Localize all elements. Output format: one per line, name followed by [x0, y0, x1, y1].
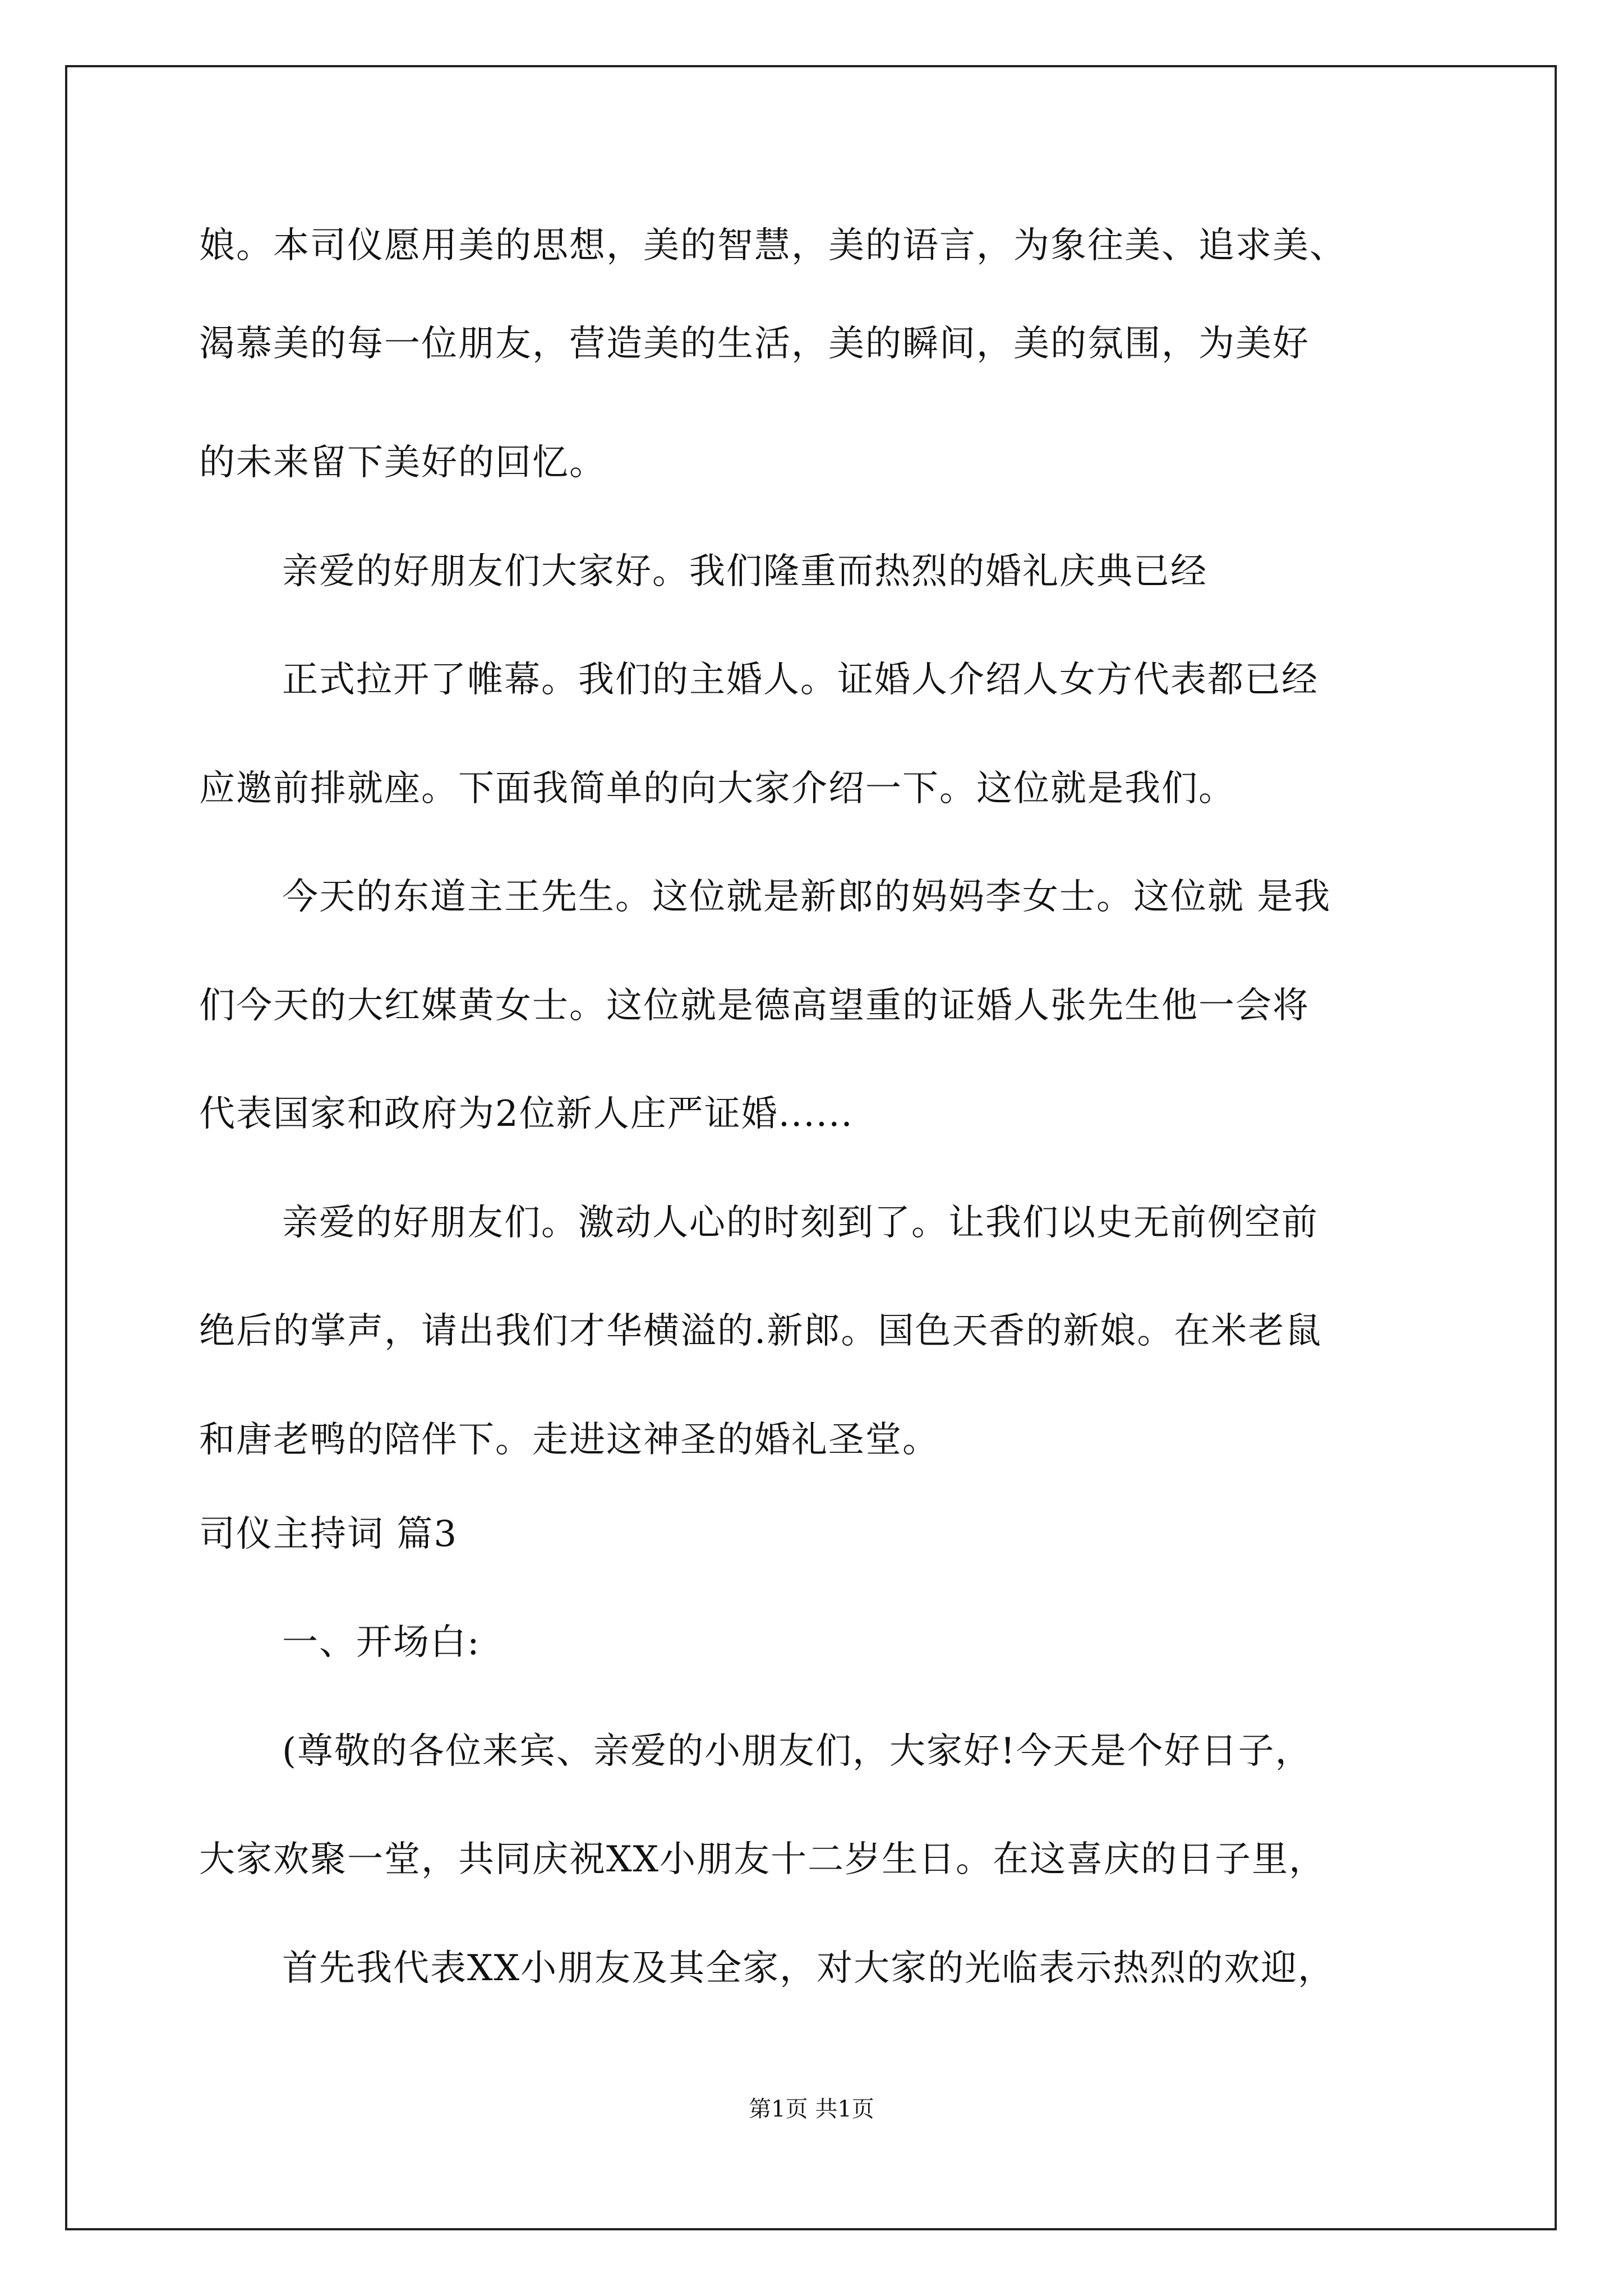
- text-line-12: 和唐老鸭的陪伴下。走进这神圣的婚礼圣堂。: [199, 1419, 939, 1461]
- text-line-11: 绝后的掌声，请出我们才华横溢的.新郎。国色天香的新娘。在米老鼠: [199, 1310, 1322, 1352]
- section-heading: 司仪主持词 篇3: [199, 1513, 458, 1555]
- text-line-5: 正式拉开了帷幕。我们的主婚人。证婚人介绍人女方代表都已经: [282, 659, 1318, 701]
- text-line-6: 应邀前排就座。下面我简单的向大家介绍一下。这位就是我们。: [199, 768, 1235, 809]
- page-border: [65, 65, 1557, 2230]
- text-line-2: 渴慕美的每一位朋友，营造美的生活，美的瞬间，美的氛围，为美好: [199, 323, 1310, 365]
- text-line-9: 代表国家和政府为2位新人庄严证婚......: [199, 1093, 854, 1135]
- text-line-8: 们今天的大红媒黄女士。这位就是德高望重的证婚人张先生他一会将: [199, 985, 1310, 1027]
- text-line-14: 一、开场白:: [282, 1622, 481, 1663]
- text-line-17: 首先我代表XX小朋友及其全家，对大家的光临表示热烈的欢迎，: [282, 1948, 1335, 1989]
- page-number-footer: 第1页 共1页: [749, 2096, 874, 2122]
- text-line-10: 亲爱的好朋友们。激动人心的时刻到了。让我们以史无前例空前: [282, 1202, 1318, 1244]
- text-line-3: 的未来留下美好的回忆。: [199, 442, 606, 484]
- text-line-15: (尊敬的各位来宾、亲爱的小朋友们，大家好!今天是个好日子，: [282, 1731, 1312, 1772]
- text-line-7: 今天的东道主王先生。这位就是新郎的妈妈李女士。这位就 是我: [282, 876, 1331, 918]
- text-line-1: 娘。本司仪愿用美的思想，美的智慧，美的语言，为象往美、追求美、: [199, 225, 1347, 266]
- text-line-16: 大家欢聚一堂，共同庆祝XX小朋友十二岁生日。在这喜庆的日子里，: [199, 1839, 1326, 1880]
- text-line-4: 亲爱的好朋友们大家好。我们隆重而热烈的婚礼庆典已经: [282, 551, 1207, 592]
